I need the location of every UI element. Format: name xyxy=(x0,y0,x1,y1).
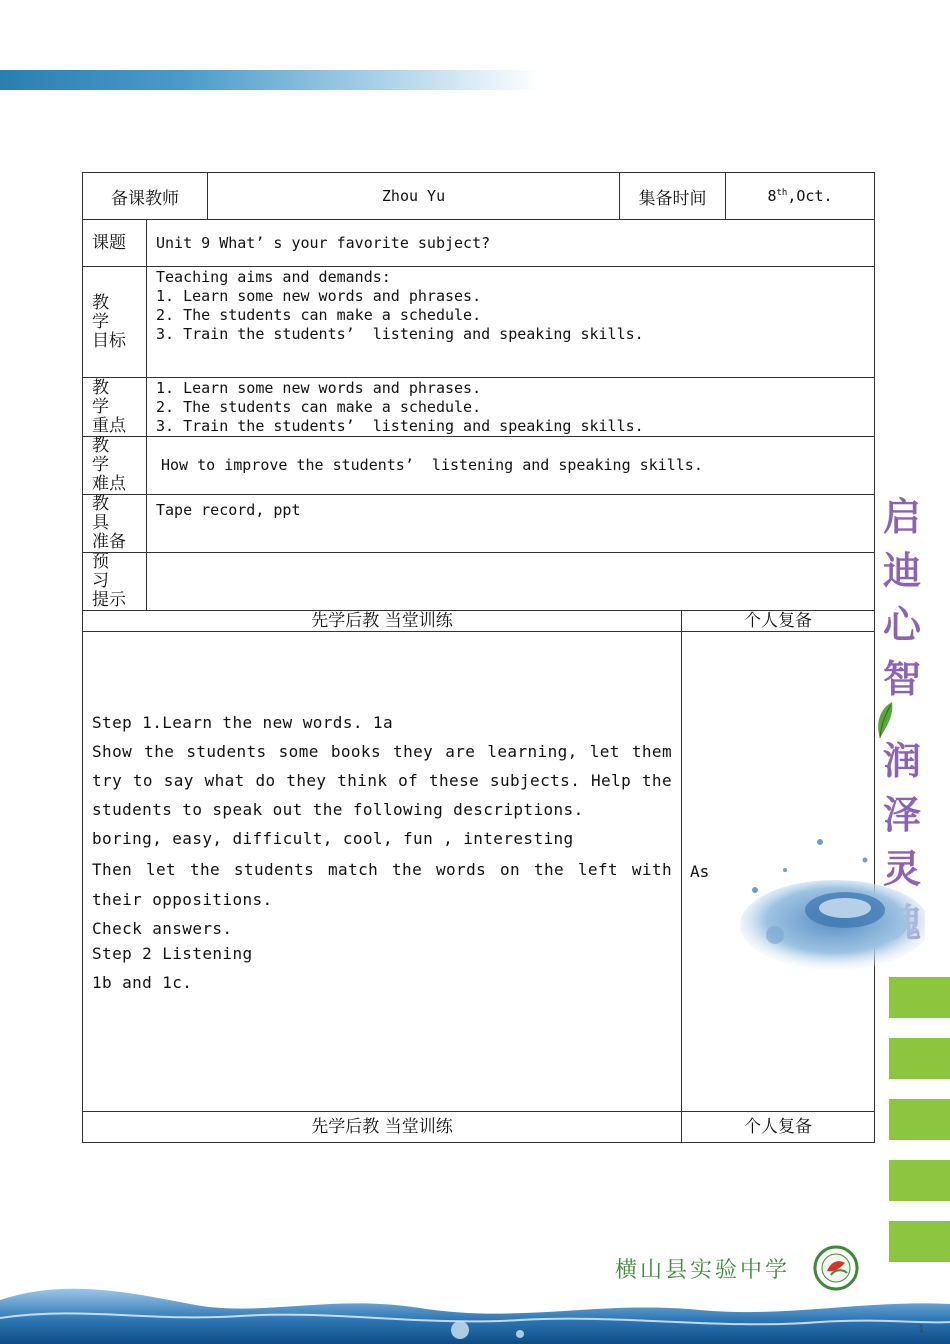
motto-char: 泽 xyxy=(882,792,921,837)
difficulties-value: How to improve the students’ listening and speaking skills. xyxy=(147,437,875,495)
preview-label-top: 预 习 xyxy=(92,552,115,591)
section-right-title: 个人复备 xyxy=(682,611,875,632)
match-paragraph: Then let the students match the words on the left with their oppositions. xyxy=(92,860,672,909)
green-block xyxy=(889,1038,950,1079)
body-top-spacer xyxy=(92,632,672,708)
key-points-content xyxy=(147,378,875,437)
difficulties-label xyxy=(83,437,147,495)
motto-char: 润 xyxy=(882,738,921,783)
top-decorative-stripe xyxy=(0,70,540,90)
aids-label-bottom: 准备 xyxy=(92,532,126,552)
aims-line: Teaching aims and demands: xyxy=(156,268,391,286)
green-side-blocks xyxy=(889,977,950,1282)
header-row xyxy=(83,173,875,220)
motto-char: 智 xyxy=(882,656,921,701)
difficulties-row xyxy=(83,437,875,495)
difficulties-label-top: 教 学 xyxy=(92,436,115,475)
section-left-title-repeat: 先学后教 当堂训练 xyxy=(83,1112,682,1143)
check-answers: Check answers. xyxy=(92,919,233,938)
aims-label xyxy=(83,267,147,378)
main-body-cell xyxy=(83,632,682,1112)
motto-char: 心 xyxy=(882,602,921,647)
water-splash-image xyxy=(715,830,925,980)
teacher-name: Zhou Yu xyxy=(208,173,620,220)
step2-detail: 1b and 1c. xyxy=(92,973,193,992)
date-label: 集备时间 xyxy=(620,173,726,220)
aids-label-top: 教 具 xyxy=(92,494,115,533)
step1-paragraph: Show the students some books they are learning, let them try to say what do they think of these subjects. Help the students to speak out the following descriptions. xyxy=(92,742,672,819)
key-point-line: 1. Learn some new words and phrases. xyxy=(156,379,482,397)
aims-line: 3. Train the students’ listening and speaking skills. xyxy=(156,325,644,343)
step2-title: Step 2 Listening xyxy=(92,944,253,963)
aids-label xyxy=(83,495,147,553)
green-block xyxy=(889,1160,950,1201)
date-value xyxy=(726,173,875,220)
date-suffix: th xyxy=(776,188,788,198)
topic-label: 课题 xyxy=(83,220,147,267)
personal-notes-cell: As xyxy=(682,632,875,1112)
aids-value: Tape record, ppt xyxy=(147,495,875,553)
motto-char: 启 xyxy=(882,494,921,539)
aims-label-top: 教 学 xyxy=(92,292,115,332)
topic-value: Unit 9 What’ s your favorite subject? xyxy=(147,220,875,267)
section-header-row xyxy=(83,611,875,632)
teacher-label: 备课教师 xyxy=(83,173,208,220)
water-wave-footer xyxy=(0,1260,950,1344)
step1-title: Step 1.Learn the new words. 1a xyxy=(92,713,393,732)
aims-line: 2. The students can make a schedule. xyxy=(156,306,482,324)
key-point-line: 2. The students can make a schedule. xyxy=(156,398,482,416)
preview-row xyxy=(83,553,875,611)
aims-row xyxy=(83,267,875,378)
green-block xyxy=(889,977,950,1018)
green-block xyxy=(889,1221,950,1262)
aims-content xyxy=(147,267,875,378)
date-day: 8 xyxy=(767,187,777,205)
green-block xyxy=(889,1099,950,1140)
section-left-title: 先学后教 当堂训练 xyxy=(83,611,682,632)
key-points-label-bottom: 重点 xyxy=(92,415,126,436)
key-points-row xyxy=(83,378,875,437)
motto-char: 灵 xyxy=(882,846,921,891)
preview-label xyxy=(83,553,147,611)
key-points-label xyxy=(83,378,147,437)
aims-line: 1. Learn some new words and phrases. xyxy=(156,287,482,305)
aims-label-bottom: 目标 xyxy=(92,330,126,351)
difficulties-label-bottom: 难点 xyxy=(92,474,126,494)
key-points-label-top: 教 学 xyxy=(92,377,115,417)
aids-row xyxy=(83,495,875,553)
preview-value xyxy=(147,553,875,611)
adjectives-list: boring, easy, difficult, cool, fun , interesting xyxy=(92,829,574,848)
page-number: 1 xyxy=(918,1324,925,1335)
section-footer-row xyxy=(83,1112,875,1143)
preview-label-bottom: 提示 xyxy=(92,590,126,610)
lesson-plan-table xyxy=(82,172,875,1143)
key-point-line: 3. Train the students’ listening and speaking skills. xyxy=(156,417,644,435)
school-name: 横山县实验中学 xyxy=(615,1258,791,1283)
motto-char: 迪 xyxy=(882,548,921,593)
date-rest: ,Oct. xyxy=(787,187,833,205)
topic-row xyxy=(83,220,875,267)
section-right-title-repeat: 个人复备 xyxy=(682,1112,875,1143)
leaf-icon xyxy=(874,700,896,740)
